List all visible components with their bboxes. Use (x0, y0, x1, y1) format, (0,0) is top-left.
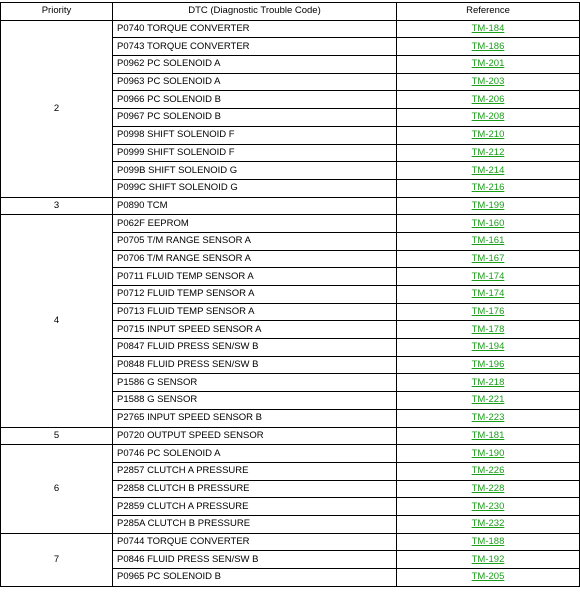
reference-link[interactable]: TM-232 (471, 518, 505, 530)
priority-cell: 6 (1, 445, 113, 533)
reference-cell (397, 91, 580, 109)
dtc-cell: P0740 TORQUE CONVERTER (113, 20, 397, 38)
reference-cell (397, 339, 580, 357)
dtc-cell: P1588 G SENSOR (113, 392, 397, 410)
reference-cell (397, 197, 580, 215)
reference-cell (397, 392, 580, 410)
reference-link[interactable]: TM-192 (471, 553, 505, 565)
reference-link[interactable]: TM-181 (471, 429, 505, 441)
reference-cell (397, 144, 580, 162)
reference-link[interactable]: TM-208 (471, 111, 505, 123)
reference-link[interactable]: TM-226 (471, 465, 505, 477)
reference-link[interactable]: TM-214 (471, 164, 505, 176)
reference-cell (397, 232, 580, 250)
reference-link[interactable]: TM-216 (471, 182, 505, 194)
priority-cell: 3 (1, 197, 113, 215)
reference-column-header: Reference (397, 3, 580, 21)
reference-cell (397, 409, 580, 427)
dtc-cell: P099B SHIFT SOLENOID G (113, 162, 397, 180)
reference-cell (397, 250, 580, 268)
reference-cell (397, 162, 580, 180)
reference-link[interactable]: TM-174 (471, 288, 505, 300)
dtc-cell: P0848 FLUID PRESS SEN/SW B (113, 356, 397, 374)
dtc-cell: P0890 TCM (113, 197, 397, 215)
dtc-column-header: DTC (Diagnostic Trouble Code) (113, 3, 397, 21)
reference-cell (397, 515, 580, 533)
reference-link[interactable]: TM-161 (471, 235, 505, 247)
dtc-cell: P0962 PC SOLENOID A (113, 56, 397, 74)
reference-link[interactable]: TM-176 (471, 306, 505, 318)
priority-cell: 4 (1, 215, 113, 427)
table-row (1, 533, 580, 551)
reference-link[interactable]: TM-228 (471, 482, 505, 494)
dtc-cell: P1586 G SENSOR (113, 374, 397, 392)
reference-cell (397, 427, 580, 445)
reference-cell (397, 498, 580, 516)
reference-link[interactable]: TM-174 (471, 270, 505, 282)
reference-cell (397, 20, 580, 38)
reference-cell (397, 533, 580, 551)
dtc-cell: P0847 FLUID PRESS SEN/SW B (113, 339, 397, 357)
reference-link[interactable]: TM-230 (471, 500, 505, 512)
reference-cell (397, 445, 580, 463)
dtc-cell: P0713 FLUID TEMP SENSOR A (113, 303, 397, 321)
reference-cell (397, 38, 580, 56)
reference-cell (397, 126, 580, 144)
reference-cell (397, 215, 580, 233)
priority-cell: 7 (1, 533, 113, 586)
reference-cell (397, 268, 580, 286)
reference-link[interactable]: TM-167 (471, 252, 505, 264)
reference-cell (397, 73, 580, 91)
reference-link[interactable]: TM-184 (471, 23, 505, 35)
reference-link[interactable]: TM-190 (471, 447, 505, 459)
dtc-cell: P285A CLUTCH B PRESSURE (113, 515, 397, 533)
reference-cell (397, 179, 580, 197)
reference-cell (397, 462, 580, 480)
reference-link[interactable]: TM-194 (471, 341, 505, 353)
table-body (1, 20, 580, 586)
reference-link[interactable]: TM-221 (471, 394, 505, 406)
reference-link[interactable]: TM-178 (471, 323, 505, 335)
table-header-row (1, 3, 580, 21)
reference-cell (397, 321, 580, 339)
dtc-cell: P0712 FLUID TEMP SENSOR A (113, 286, 397, 304)
priority-cell: 2 (1, 20, 113, 197)
reference-cell (397, 286, 580, 304)
reference-link[interactable]: TM-206 (471, 93, 505, 105)
dtc-cell: P0965 PC SOLENOID B (113, 569, 397, 587)
reference-cell (397, 569, 580, 587)
dtc-cell: P0999 SHIFT SOLENOID F (113, 144, 397, 162)
dtc-priority-table (0, 2, 580, 587)
reference-link[interactable]: TM-205 (471, 571, 505, 583)
reference-cell (397, 303, 580, 321)
dtc-cell: P0705 T/M RANGE SENSOR A (113, 232, 397, 250)
dtc-cell: P062F EEPROM (113, 215, 397, 233)
reference-cell (397, 109, 580, 127)
reference-link[interactable]: TM-199 (471, 199, 505, 211)
dtc-cell: P0711 FLUID TEMP SENSOR A (113, 268, 397, 286)
table-row (1, 197, 580, 215)
table-row (1, 427, 580, 445)
dtc-cell: P2857 CLUTCH A PRESSURE (113, 462, 397, 480)
dtc-cell: P2858 CLUTCH B PRESSURE (113, 480, 397, 498)
dtc-cell: P099C SHIFT SOLENOID G (113, 179, 397, 197)
priority-cell: 5 (1, 427, 113, 445)
table-row (1, 20, 580, 38)
reference-cell (397, 374, 580, 392)
dtc-cell: P0715 INPUT SPEED SENSOR A (113, 321, 397, 339)
dtc-cell: P0746 PC SOLENOID A (113, 445, 397, 463)
dtc-cell: P0967 PC SOLENOID B (113, 109, 397, 127)
table-row (1, 215, 580, 233)
reference-link[interactable]: TM-188 (471, 535, 505, 547)
dtc-cell: P0744 TORQUE CONVERTER (113, 533, 397, 551)
reference-cell (397, 356, 580, 374)
dtc-cell: P0743 TORQUE CONVERTER (113, 38, 397, 56)
reference-link[interactable]: TM-210 (471, 129, 505, 141)
dtc-cell: P0720 OUTPUT SPEED SENSOR (113, 427, 397, 445)
reference-cell (397, 56, 580, 74)
reference-link[interactable]: TM-203 (471, 76, 505, 88)
reference-cell (397, 480, 580, 498)
dtc-cell: P2859 CLUTCH A PRESSURE (113, 498, 397, 516)
reference-link[interactable]: TM-223 (471, 412, 505, 424)
reference-link[interactable]: TM-186 (471, 40, 505, 52)
reference-link[interactable]: TM-160 (471, 217, 505, 229)
reference-link[interactable]: TM-218 (471, 376, 505, 388)
dtc-cell: P0998 SHIFT SOLENOID F (113, 126, 397, 144)
reference-cell (397, 551, 580, 569)
dtc-cell: P0963 PC SOLENOID A (113, 73, 397, 91)
dtc-cell: P0966 PC SOLENOID B (113, 91, 397, 109)
reference-link[interactable]: TM-212 (471, 146, 505, 158)
priority-column-header: Priority (1, 3, 113, 21)
dtc-cell: P0706 T/M RANGE SENSOR A (113, 250, 397, 268)
dtc-cell: P0846 FLUID PRESS SEN/SW B (113, 551, 397, 569)
reference-link[interactable]: TM-196 (471, 359, 505, 371)
table-row (1, 445, 580, 463)
dtc-cell: P2765 INPUT SPEED SENSOR B (113, 409, 397, 427)
reference-link[interactable]: TM-201 (471, 58, 505, 70)
